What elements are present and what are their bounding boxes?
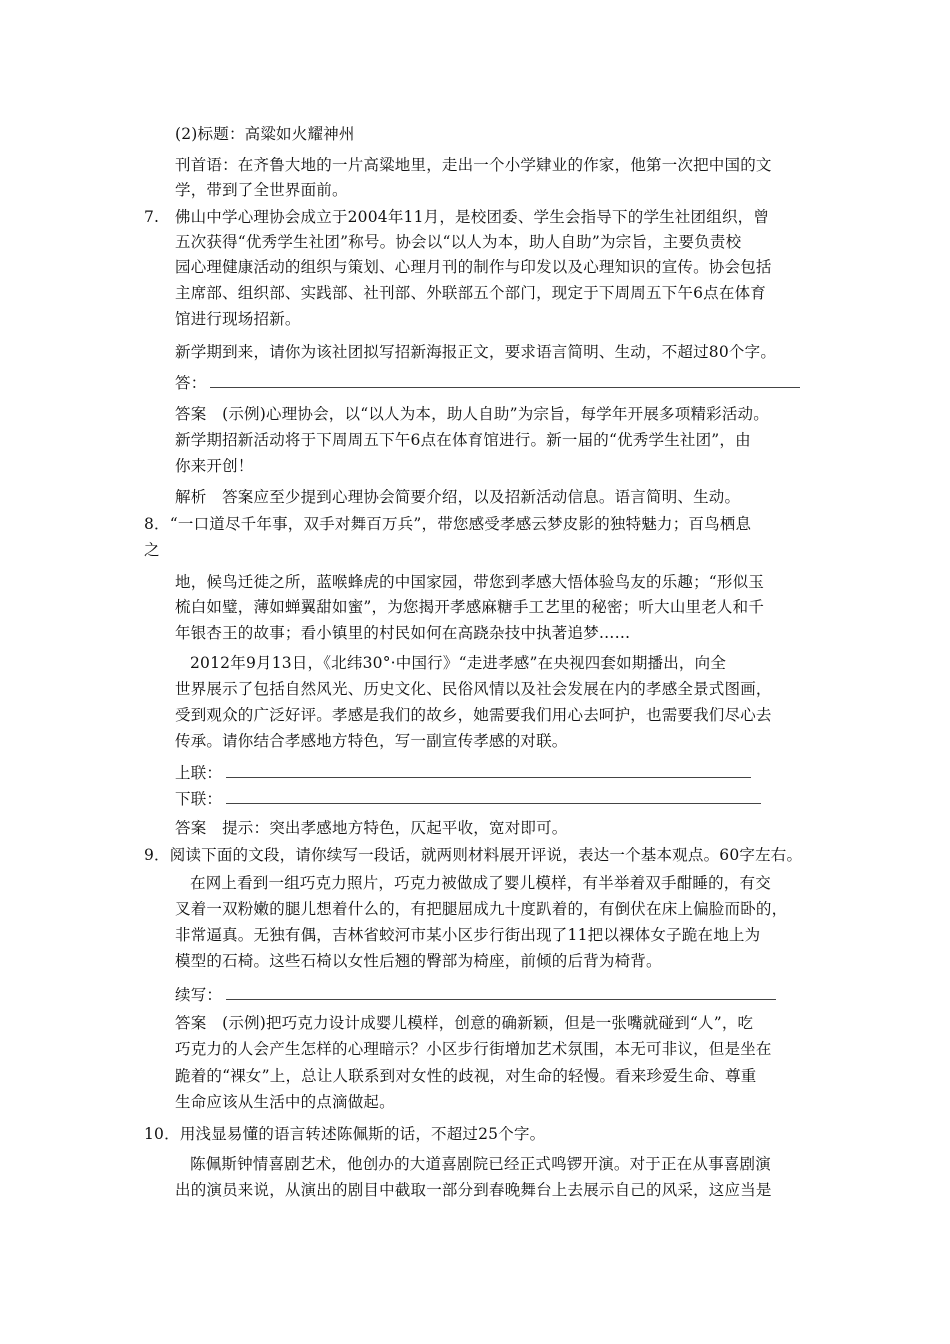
text-line: 之 <box>144 541 160 559</box>
text-line: 答案 (示例)心理协会，以“以人为本，助人自助”为宗旨，每学年开展多项精彩活动。 <box>175 405 769 423</box>
couplet-lower-label: 下联： <box>175 790 223 808</box>
text-line: 受到观众的广泛好评。孝感是我们的故乡，她需要我们用心去呵护，也需要我们尽心去 <box>175 706 772 724</box>
couplet-lower-blank <box>226 789 761 804</box>
text-line: 答案 提示：突出孝感地方特色，仄起平收，宽对即可。 <box>175 819 568 837</box>
text-line: 巧克力的人会产生怎样的心理暗示？小区步行街增加艺术氛围，本无可非议，但是坐在 <box>175 1040 772 1058</box>
text-line: 2012年9月13日，《北纬30°·中国行》“走进孝感”在央视四套如期播出，向全 <box>190 654 727 672</box>
question-9-line: 9．阅读下面的文段，请你续写一段话，就两则材料展开评说，表达一个基本观点。60字左右。 <box>144 846 803 864</box>
text-line: (2)标题：高粱如火耀神州 <box>175 125 355 143</box>
question-7-line: 7. 佛山中学心理协会成立于2004年11月，是校团委、学生会指导下的学生社团组织，曾 <box>144 208 770 226</box>
answer-field-row <box>175 373 800 393</box>
text-line: 主席部、组织部、实践部、社刊部、外联部五个部门，现定于下周周五下午6点在体育 <box>175 284 766 302</box>
text-line: 梳白如璧，薄如蝉翼甜如蜜”，为您揭开孝感麻糖手工艺里的秘密；听大山里老人和千 <box>175 598 765 616</box>
text-line: 刊首语：在齐鲁大地的一片高粱地里，走出一个小学肄业的作家，他第一次把中国的文 <box>175 156 772 174</box>
text-line: 解析 答案应至少提到心理协会简要介绍，以及招新活动信息。语言简明、生动。 <box>175 488 741 506</box>
couplet-upper-row <box>175 763 751 783</box>
text-line: 新学期到来，请你为该社团拟写招新海报正文，要求语言简明、生动，不超过80个字。 <box>175 343 777 361</box>
text-line: 新学期招新活动将于下周周五下午6点在体育馆进行。新一届的“优秀学生社团”，由 <box>175 431 751 449</box>
text-line: 馆进行现场招新。 <box>175 310 301 328</box>
text-line: 在网上看到一组巧克力照片，巧克力被做成了婴儿模样，有半举着双手酣睡的，有交 <box>190 874 771 892</box>
continue-blank <box>226 985 776 1000</box>
text-line: 学，带到了全世界面前。 <box>175 181 348 199</box>
text-line: 传承。请你结合孝感地方特色，写一副宣传孝感的对联。 <box>175 732 568 750</box>
continue-field-row <box>175 985 776 1005</box>
couplet-upper-blank <box>226 763 751 778</box>
text-line: 年银杏王的故事；看小镇里的村民如何在高跷杂技中执著追梦…… <box>175 624 631 642</box>
couplet-lower-row <box>175 789 761 809</box>
text-line: 园心理健康活动的组织与策划、心理月刊的制作与印发以及心理知识的宣传。协会包括 <box>175 258 772 276</box>
text-line: 出的演员来说，从演出的剧目中截取一部分到春晚舞台上去展示自己的风采，这应当是 <box>175 1181 772 1199</box>
text-line: 叉着一双粉嫩的腿儿想着什么的，有把腿屈成九十度趴着的，有倒伏在床上偏脸而卧的， <box>175 900 788 918</box>
text-line: 陈佩斯钟情喜剧艺术，他创办的大道喜剧院已经正式鸣锣开演。对于正在从事喜剧演 <box>190 1155 771 1173</box>
text-line: 你来开创！ <box>175 457 254 475</box>
text-line: 非常逼真。无独有偶，吉林省蛟河市某小区步行街出现了11把以裸体女子跪在地上为 <box>175 926 761 944</box>
text-line: 生命应该从生活中的点滴做起。 <box>175 1093 395 1111</box>
text-line: 地，候鸟迁徙之所，蓝喉蜂虎的中国家园，带您到孝感大悟体验鸟友的乐趣；“形似玉 <box>175 573 765 591</box>
text-line: 跪着的“裸女”上，总让人联系到对女性的歧视，对生命的轻慢。看来珍爱生命、尊重 <box>175 1067 757 1085</box>
text-line: 答案 (示例)把巧克力设计成婴儿模样，创意的确新颖，但是一张嘴就碰到“人”，吃 <box>175 1014 754 1032</box>
answer-label: 答： <box>175 374 207 392</box>
question-10-line: 10．用浅显易懂的语言转述陈佩斯的话，不超过25个字。 <box>144 1125 546 1143</box>
text-line: 五次获得“优秀学生社团”称号。协会以“以人为本，助人自助”为宗旨，主要负责校 <box>175 233 742 251</box>
answer-blank <box>210 373 800 388</box>
continue-label: 续写： <box>175 986 223 1004</box>
question-8-line: 8．“一口道尽千年事，双手对舞百万兵”，带您感受孝感云梦皮影的独特魅力；百鸟栖息 <box>144 515 752 533</box>
text-line: 模型的石椅。这些石椅以女性后翘的臀部为椅座，前倾的后背为椅背。 <box>175 952 662 970</box>
couplet-upper-label: 上联： <box>175 764 223 782</box>
text-line: 世界展示了包括自然风光、历史文化、民俗风情以及社会发展在内的孝感全景式图画， <box>175 680 772 698</box>
